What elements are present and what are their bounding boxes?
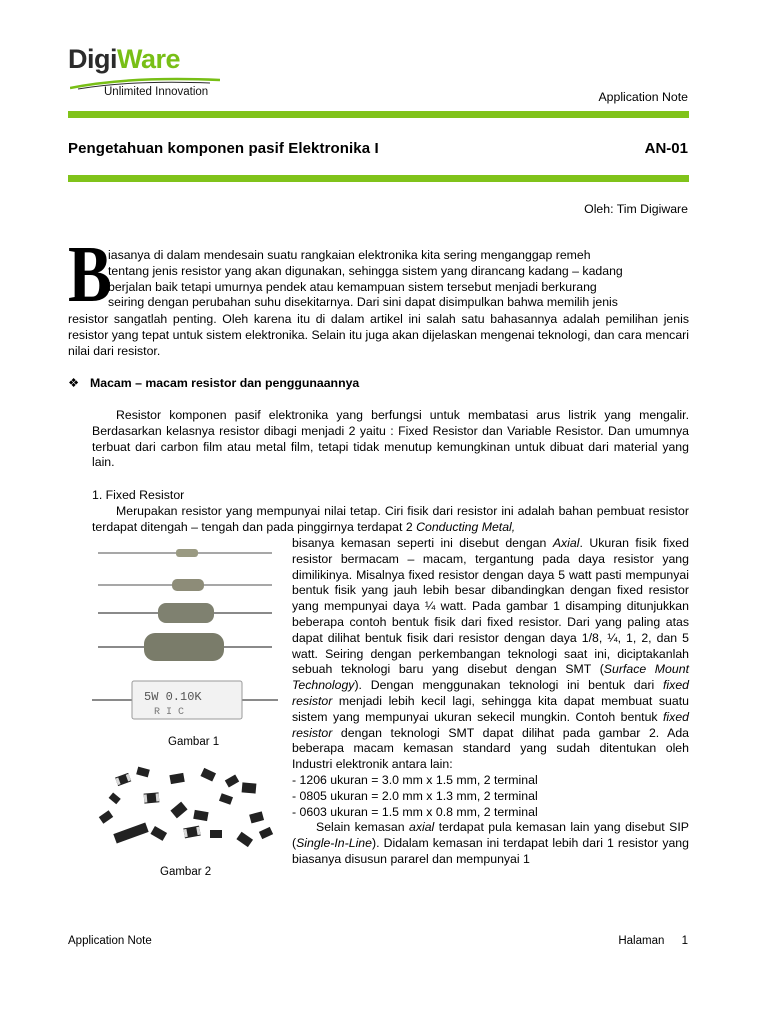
section-heading-text: Macam – macam resistor dan penggunaannya: [90, 376, 360, 390]
document-title: Pengetahuan komponen pasif Elektronika I: [68, 140, 379, 157]
figure-1-caption: Gambar 1: [168, 736, 220, 748]
header-rule-top: [68, 111, 689, 118]
logo-ware: Ware: [117, 44, 181, 74]
logo-wordmark: [68, 44, 180, 75]
section-heading: [68, 376, 359, 390]
intro-line: berjalan baik tetapi umurnya pendek atau kemampuan sistem tersebut menjadi berkurang: [108, 279, 597, 294]
footer-doc-type: Application Note: [68, 935, 152, 947]
package-size-item: - 0603 ukuran = 1.5 mm x 0.8 mm, 2 terminal: [292, 804, 538, 819]
fixed-resistor-intro: Merupakan resistor yang mempunyai nilai tetap. Ciri fisik dari resistor ini adalah bahan pembuat resistor terdapat ditengah – tengah dan pada pinggirnya terdapat 2 Conducting Metal,: [92, 504, 689, 534]
logo-tagline: Unlimited Innovation: [104, 86, 209, 98]
cement-resistor-label: 5W 0.10K: [144, 690, 202, 704]
intro-line: tentang jenis resistor yang akan digunakan, sehingga sistem yang dirancang kadang – kadang: [108, 263, 623, 278]
document-code: AN-01: [644, 140, 688, 157]
fixed-resistor-body: bisanya kemasan seperti ini disebut dengan Axial. Ukuran fisik fixed resistor bermacam – macam, tergantung pada daya resistor yang dimilikinya. Misalnya fixed resistor dengan daya 5 watt pasti mempunyai bentuk fisik yang jauh lebih besar dibandingkan dengan fixed resistor yang mempunyai daya ¼ watt. Pada gambar 1 disamping ditunjukkan beberapa contoh bentuk fisik dari fixed resistor. Dari yang paling atas dapat dilihat bentuk fisik dari resistor dengan daya 1/8, ¼, 1, 2, dan 5 watt. Seiring dengan perkembangan teknologi saat ini, diciptakanlah sebuah teknologi baru yang disebut dengan SMT (Surface Mount Technology). Dengan menggunakan teknologi ini bentuk dari fixed resistor menjadi lebih kecil lagi, sehingga kita dapat membuat suatu sistem yang mempunyai ukuran sekecil mungkin. Contoh bentuk fixed resistor dengan teknologi SMT dapat dilihat pada gambar 2. Ada beberapa macam kemasan standard yang sudah ditentukan oleh Industri elektronik antara lain: - 1206 ukuran = 3.0 mm x 1.5 mm, 2 terminal - 0805 ukuran = 2.0 mm x 1.3 mm, 2 terminal - 0603 ukuran = 1.5 mm x 0.8 mm, 2 terminal Selain kemasan axial terdapat pula kemasan lain yang disebut SIP (Single-In-Line). Didalam kemasan ini terdapat lebih dari 1 resistor yang biasanya disusun pararel dan mempunyai 1: [292, 536, 690, 866]
axial-resistor-1-8w: [98, 549, 272, 557]
section-paragraph: Resistor komponen pasif elektronika yang berfungsi untuk membatasi arus listrik yang mengalir. Berdasarkan kelasnya resistor dibagi menjadi 2 yaitu : Fixed Resistor dan Variable Resistor. Dan umumnya terbuat dari carbon film atau metal film, tetapi tidak menutup kemungkinan untuk dibuat dari material yang lain.: [92, 408, 689, 470]
digiware-logo: [66, 42, 236, 104]
header-doc-type: Application Note: [598, 90, 688, 104]
dropcap: B: [68, 231, 112, 319]
package-size-item: - 1206 ukuran = 3.0 mm x 1.5 mm, 2 terminal: [292, 772, 538, 787]
figure-area: [92, 543, 278, 893]
diamond-bullet-icon: ❖: [68, 376, 80, 390]
footer-page-number: 1: [681, 935, 688, 947]
fixed-resistor-heading: 1. Fixed Resistor: [92, 488, 185, 502]
resistor-figures-image: [92, 543, 278, 893]
footer-page: [618, 935, 688, 947]
author-line: Oleh: Tim Digiware: [584, 202, 688, 216]
intro-line: seiring dengan perubahan suhu disekitarnya. Dari sini dapat disimpulkan bahwa memilih jenis: [108, 295, 618, 310]
figure-2-caption: Gambar 2: [160, 866, 212, 878]
intro-paragraph: resistor sangatlah penting. Oleh karena itu di dalam artikel ini salah satu bahasannya adalah pemilihan jenis resistor yang tepat untuk sistem elektronika. Selain itu juga akan dijelaskan mengenai teknologi, dan cara mencari nilai dari resistor.: [68, 312, 689, 358]
axial-resistor-1w: [98, 603, 272, 623]
footer-page-label: Halaman: [618, 935, 665, 947]
intro-lines: [108, 248, 689, 311]
axial-resistor-2w: [98, 633, 272, 661]
header-rule-bottom: [68, 175, 689, 182]
intro-line: iasanya di dalam mendesain suatu rangkaian elektronika kita sering menganggap remeh: [108, 248, 591, 262]
package-size-item: - 0805 ukuran = 2.0 mm x 1.3 mm, 2 terminal: [292, 788, 538, 803]
logo-digi: Digi: [68, 44, 117, 74]
cement-resistor-sublabel: R I C: [154, 707, 185, 718]
axial-resistor-1-4w: [98, 579, 272, 591]
